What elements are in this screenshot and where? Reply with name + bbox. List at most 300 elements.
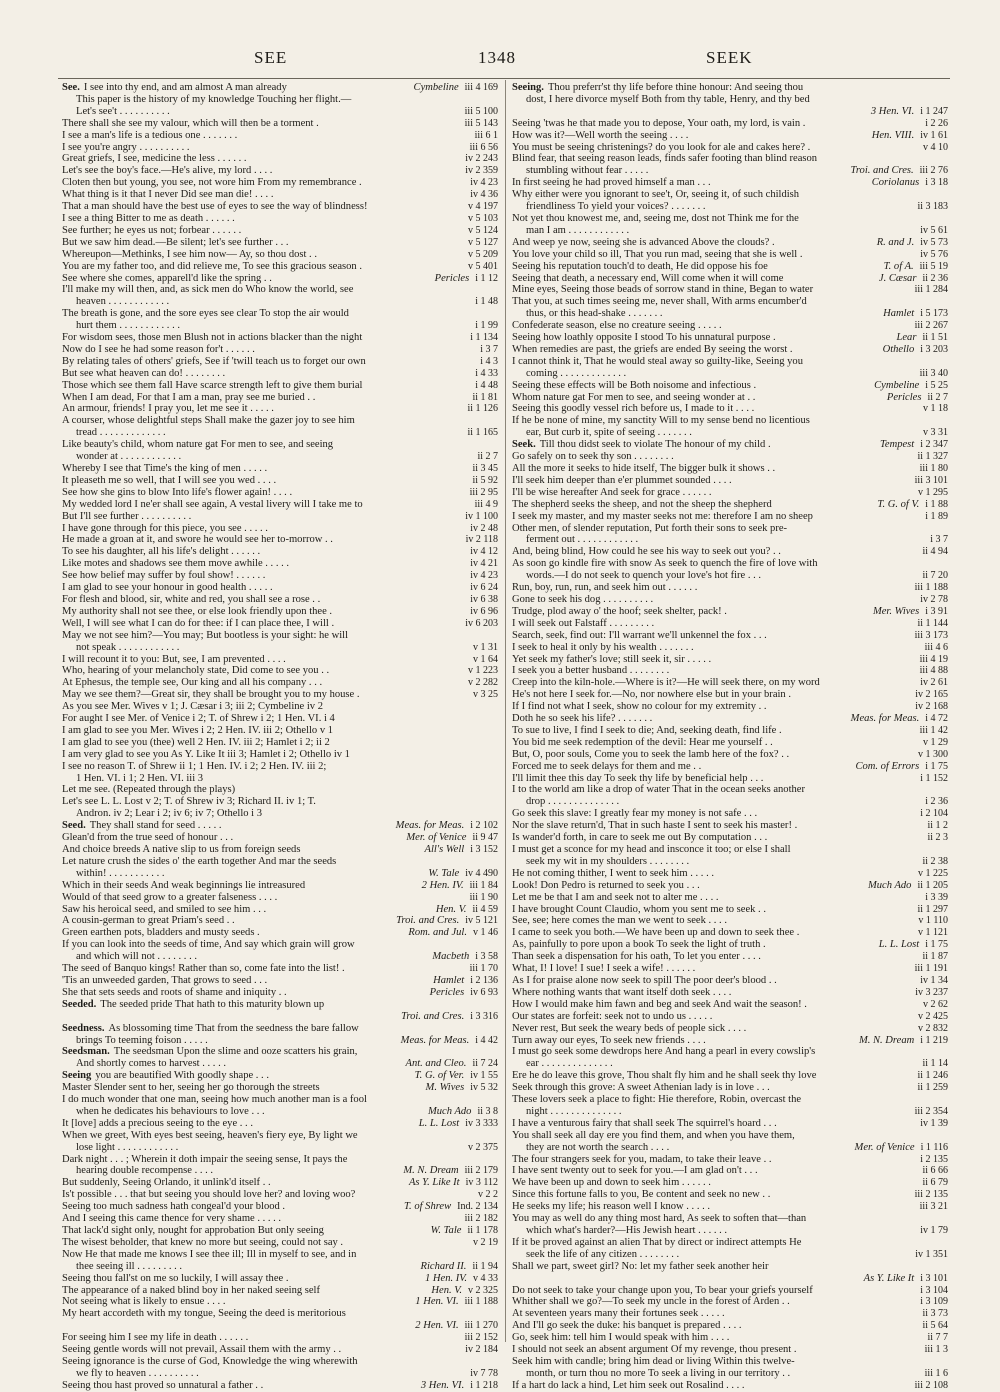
concordance-line (512, 1344, 948, 1356)
act-scene-line-reference: ii 5 64 (922, 1320, 948, 1332)
quotation-text: Turn away our eyes, To seek new friends . . . . (512, 1034, 706, 1046)
act-scene-line-reference: iv 2 243 (465, 153, 498, 165)
act-scene-line-reference: iii 3 173 (914, 629, 948, 641)
quotation-text: Let me be that I am and seek not to alter me . . . . (512, 891, 719, 903)
concordance-line (512, 106, 948, 118)
act-scene-line-reference: i 1 89 (925, 510, 948, 522)
act-scene-line-reference: iii 2 179 (464, 1165, 498, 1177)
act-scene-line-reference: iii 4 6 (924, 641, 948, 653)
quotation-text: He not coming thither, I went to seek him . . . . . (512, 867, 714, 879)
quotation-text: They shall stand for seed . . . . . (89, 820, 222, 832)
concordance-line (62, 1320, 498, 1332)
play-title: 1 Hen. IV. (425, 1272, 467, 1284)
concordance-line (512, 308, 948, 320)
act-scene-line-reference: iii 1 6 (924, 1367, 948, 1379)
act-scene-line-reference: ii 1 14 (922, 1058, 948, 1070)
quotation-text: That lack'd sight only, nought for approbation But only seeing (62, 1225, 324, 1236)
concordance-line (512, 618, 948, 630)
column-divider (505, 80, 506, 1342)
concordance-line (512, 1094, 948, 1106)
quotation-text: Seeing gentle words will not prevail, Assail them with the army . . (62, 1344, 342, 1356)
act-scene-line-reference: iii 4 169 (464, 82, 498, 93)
quotation-text: For wisdom sees, those men Blush not in actions blacker than the night (62, 332, 363, 344)
play-title: 2 Hen. IV. (421, 879, 464, 891)
quotation-text: Those which see them fall Have scarce strength left to give them burial (62, 379, 363, 391)
concordance-line (62, 249, 498, 261)
play-title: Cymbeline (874, 379, 920, 391)
quotation-text: You love your child so ill, That you run mad, seeing that she is well . (512, 248, 803, 260)
concordance-line (512, 1356, 948, 1368)
play-title: W. Tale (428, 867, 460, 879)
concordance-line (512, 570, 948, 582)
concordance-line (62, 1023, 498, 1035)
quotation-text: I see a thing Bitter to me as death . . . . . . (62, 212, 235, 224)
concordance-line (62, 1177, 498, 1189)
act-scene-line-reference: iv 2 78 (920, 593, 948, 605)
quotation-text: within! . . . . . . . . . . . (76, 867, 165, 879)
concordance-line (62, 106, 498, 118)
left-column (62, 82, 498, 1391)
concordance-line (62, 606, 498, 618)
concordance-line (62, 284, 498, 296)
act-scene-line-reference: v 1 46 (473, 927, 498, 939)
quotation-text: Look! Don Pedro is returned to seek you . . . (512, 879, 700, 891)
concordance-line (512, 1368, 948, 1380)
play-title: T. G. of Ver. (414, 1070, 465, 1082)
quotation-text: I'll make my will then, and, as sick men do Who know the world, see (62, 284, 354, 296)
act-scene-line-reference: i 1 75 (925, 760, 948, 772)
quotation-text: Saw his heroical seed, and smiled to see him . . . (62, 903, 267, 915)
concordance-line (62, 1308, 498, 1320)
concordance-line (512, 344, 948, 356)
quotation-text: Confederate season, else no creature seeing . . . . . (512, 320, 722, 332)
concordance-line (62, 1106, 498, 1118)
concordance-line (62, 1118, 498, 1130)
concordance-line (512, 201, 948, 213)
quotation-text: hurt them . . . . . . . . . . . . (76, 320, 180, 332)
quotation-text: brings To teeming foison . . . . . (76, 1034, 208, 1046)
quotation-text: I have a venturous fairy that shall seek The squirrel's hoard . . . (512, 1117, 777, 1129)
act-scene-line-reference: i 2 136 (470, 974, 498, 986)
headword: Seeing. (512, 82, 544, 93)
quotation-text: I came to seek you both.—We have been up and down to seek thee . (512, 927, 800, 939)
concordance-line (62, 844, 498, 856)
quotation-text: lose light . . . . . . . . . . . . (76, 1141, 179, 1153)
quotation-text: For aught I see Mer. of Venice i 2; T. of Shrew i 2; 1 Hen. VI. i 4 (62, 713, 335, 725)
act-scene-line-reference: ii 1 205 (917, 879, 948, 891)
quotation-text: Seeing 'twas he that made you to depose, Your oath, my lord, is vain . (512, 117, 806, 129)
act-scene-line-reference: i 1 88 (925, 498, 948, 510)
quotation-text: coming . . . . . . . . . . . . . (526, 367, 627, 379)
quotation-text: Trudge, plod away o' the hoof; seek shelter, pack! . (512, 605, 727, 617)
concordance-line (512, 713, 948, 725)
quotation-text: If a hart do lack a hind, Let him seek out Rosalind . . . . (512, 1379, 745, 1391)
concordance-line (62, 582, 498, 594)
quotation-text: As soon go kindle fire with snow As seek to quench the fire of love with (512, 558, 818, 570)
concordance-line (512, 499, 948, 511)
quotation-text: It pleaseth me so well, that I will see you wed . . . . (62, 474, 277, 486)
concordance-line (62, 189, 498, 201)
quotation-text: I am glad to see you Mer. Wives i 2; 2 Hen. IV. iii 2; Othello v 1 (62, 724, 334, 736)
act-scene-line-reference: ii 3 45 (472, 463, 498, 474)
concordance-line (62, 963, 498, 975)
concordance-line (512, 368, 948, 380)
act-scene-line-reference: ii 3 8 (477, 1105, 498, 1117)
play-title: Much Ado (867, 879, 912, 891)
act-scene-line-reference: ii 1 81 (472, 391, 498, 403)
concordance-line (512, 534, 948, 546)
quotation-text: I should not seek an absent argument Of my revenge, thou present . (512, 1344, 797, 1356)
quotation-text: When I am dead, For that I am a man, pray see me buried . . (62, 391, 316, 403)
play-title: Pericles (429, 986, 465, 998)
quotation-text: Seeing too much sadness hath congeal'd your blood . (62, 1201, 286, 1213)
headword: Seedness. (62, 1022, 105, 1034)
quotation-text: Than seek a dispensation for his oath, To let you enter . . . . (512, 951, 761, 963)
quotation-text: tread . . . . . . . . . . . . . (76, 427, 166, 439)
act-scene-line-reference: i 3 152 (470, 844, 498, 855)
quotation-text: Creep into the kiln-hole.—Where is it?—He will seek there, on my word (512, 677, 820, 689)
play-title: Hen. VIII. (871, 129, 915, 141)
concordance-line (62, 630, 498, 642)
concordance-line (512, 142, 948, 154)
act-scene-line-reference: iii 6 1 (474, 129, 498, 141)
act-scene-line-reference: i 2 102 (470, 820, 498, 832)
quotation-text: And, being blind, How could he see his way to seek out you? . . (512, 546, 781, 558)
concordance-line (62, 1094, 498, 1106)
quotation-text: Nor the slave return'd, That in such haste I sent to seek his master! . (512, 820, 798, 832)
act-scene-line-reference: iii 2 182 (464, 1213, 498, 1225)
page-number: 1348 (478, 48, 516, 67)
quotation-text: Cloten then but young, you see, not wore him From my remembrance . (62, 177, 362, 189)
quotation-text: My heart accordeth with my tongue, Seeing the deed is meritorious (62, 1308, 346, 1320)
concordance-line (512, 665, 948, 677)
act-scene-line-reference: v 1 18 (923, 403, 948, 415)
concordance-line (512, 1213, 948, 1225)
act-scene-line-reference: ii 6 66 (922, 1165, 948, 1177)
act-scene-line-reference: iii 1 3 (924, 1344, 948, 1356)
concordance-line (512, 784, 948, 796)
act-scene-line-reference: i 1 12 (475, 272, 498, 284)
quotation-text: How was it?—Well worth the seeing . . . . (512, 129, 689, 141)
concordance-line (62, 558, 498, 570)
quotation-text: He's not here I seek for.—No, nor nowhere else but in your brain . (512, 689, 791, 701)
concordance-line (512, 856, 948, 868)
concordance-line (62, 356, 498, 368)
act-scene-line-reference: iv 5 76 (920, 248, 948, 260)
concordance-line (62, 1035, 498, 1047)
act-scene-line-reference: iv 2 359 (465, 165, 498, 177)
act-scene-line-reference: i 4 33 (475, 367, 498, 379)
play-title: W. Tale (430, 1225, 462, 1236)
quotation-text: heaven . . . . . . . . . . . . (76, 296, 170, 308)
concordance-line (62, 880, 498, 892)
quotation-text: And I'll go seek the duke: his banquet is prepared . . . . (512, 1320, 742, 1332)
quotation-text: When we greet, With eyes best seeing, heaven's fiery eye, By light we (62, 1129, 358, 1141)
act-scene-line-reference: i 3 104 (920, 1284, 948, 1296)
concordance-line (512, 261, 948, 273)
play-title: Troi. and Cres. (396, 915, 460, 927)
quotation-text: ear . . . . . . . . . . . . . . (526, 1058, 613, 1070)
play-title: Mer. of Venice (854, 1141, 915, 1153)
act-scene-line-reference: ii 7 24 (472, 1058, 498, 1070)
concordance-line (62, 654, 498, 666)
act-scene-line-reference: v 1 31 (473, 641, 498, 653)
act-scene-line-reference: v 1 223 (468, 665, 498, 677)
quotation-text: Dark night . . . ; Wherein it doth impair the seeing sense, It pays the (62, 1153, 348, 1165)
concordance-line (62, 665, 498, 677)
concordance-line (62, 1130, 498, 1142)
act-scene-line-reference: ii 1 165 (467, 427, 498, 439)
play-title: Richard II. (420, 1260, 467, 1272)
headword: Seeded. (62, 998, 97, 1010)
header-right-keyword: SEEK (706, 48, 753, 67)
quotation-text: Andron. iv 2; Lear i 2; iv 6; iv 7; Othello i 3 (76, 808, 263, 820)
quotation-text: Shall we part, sweet girl? No: let my father seek another heir (512, 1260, 769, 1272)
quotation-text: Blind fear, that seeing reason leads, finds safer footing than blind reason (512, 153, 818, 165)
concordance-line (62, 904, 498, 916)
act-scene-line-reference: i 2 36 (925, 796, 948, 808)
act-scene-line-reference: iii 1 188 (464, 1296, 498, 1308)
quotation-text: I am glad to see you (thee) well 2 Hen. IV. iii 2; Hamlet i 2; ii 2 (62, 736, 330, 748)
concordance-line (62, 594, 498, 606)
concordance-line (512, 273, 948, 285)
act-scene-line-reference: ii 3 183 (917, 201, 948, 213)
quotation-text: And choice breeds A native slip to us from foreign seeds (62, 844, 301, 855)
act-scene-line-reference: ii 4 94 (922, 546, 948, 558)
concordance-line (62, 1082, 498, 1094)
concordance-line (512, 392, 948, 404)
act-scene-line-reference: i 4 48 (475, 379, 498, 391)
act-scene-line-reference: iii 3 101 (914, 474, 948, 486)
act-scene-line-reference: iii 1 284 (914, 284, 948, 296)
act-scene-line-reference: i 1 247 (920, 105, 948, 117)
concordance-line (512, 165, 948, 177)
concordance-line (512, 1118, 948, 1130)
quotation-text: Go seek this slave: I greatly fear my money is not safe . . . (512, 808, 758, 820)
play-title: T. of A. (883, 260, 914, 272)
act-scene-line-reference: v 2 325 (468, 1284, 498, 1296)
play-title: Hen. V. (435, 903, 467, 915)
quotation-text: I will seek out Falstaff . . . . . . . . . (512, 617, 655, 629)
act-scene-line-reference: iv 3 237 (915, 986, 948, 998)
play-title: M. N. Dream (858, 1034, 915, 1046)
act-scene-line-reference: iii 1 191 (914, 963, 948, 975)
act-scene-line-reference: i 5 25 (925, 379, 948, 391)
act-scene-line-reference: iv 2 48 (470, 522, 498, 534)
act-scene-line-reference: ii 1 2 (927, 820, 948, 832)
act-scene-line-reference: iii 4 19 (919, 653, 948, 665)
act-scene-line-reference: iii 2 267 (914, 320, 948, 332)
act-scene-line-reference: i 3 39 (925, 891, 948, 903)
concordance-line (512, 177, 948, 189)
play-title: Cymbeline (413, 82, 459, 93)
play-title: Lear (896, 332, 917, 344)
quotation-text: wonder at . . . . . . . . . . . . (76, 451, 182, 463)
quotation-text: See how belief may suffer by foul show! . . . . . . (62, 570, 266, 582)
right-column (512, 82, 948, 1391)
play-title: Pericles (434, 272, 470, 284)
quotation-text: For seeing him I see my life in death . . . . . . (62, 1332, 249, 1344)
concordance-line (512, 1142, 948, 1154)
act-scene-line-reference: v 2 62 (923, 998, 948, 1010)
act-scene-line-reference: i 1 116 (920, 1141, 948, 1153)
act-scene-line-reference: iv 1 351 (915, 1248, 948, 1260)
act-scene-line-reference: ii 1 246 (917, 1070, 948, 1082)
concordance-line (512, 808, 948, 820)
play-title: 2 Hen. VI. (415, 1320, 459, 1332)
concordance-line (512, 94, 948, 106)
concordance-line (62, 773, 498, 785)
quotation-text: An armour, friends! I pray you, let me see it . . . . . (62, 403, 274, 415)
act-scene-line-reference: i 3 91 (925, 605, 948, 617)
quotation-text: Ere he do leave this grove, Thou shalt fly him and he shall seek thy love (512, 1070, 817, 1082)
quotation-text: I'll seek him deeper than e'er plummet sounded . . . . (512, 474, 732, 486)
quotation-text: May we see them?—Great sir, they shall be brought you to my house . (62, 689, 360, 701)
concordance-line (62, 570, 498, 582)
act-scene-line-reference: v 2 2 (478, 1189, 498, 1201)
concordance-line (512, 1130, 948, 1142)
concordance-line (62, 1296, 498, 1308)
act-scene-line-reference: iii 5 143 (464, 117, 498, 129)
quotation-text: But, O, poor souls, Come you to seek the lamb here of the fox? . . (512, 748, 790, 760)
act-scene-line-reference: v 2 832 (918, 1022, 948, 1034)
quotation-text: To sue to live, I find I seek to die; And, seeking death, find life . (512, 724, 782, 736)
act-scene-line-reference: i 4 42 (475, 1034, 498, 1046)
act-scene-line-reference: i 3 316 (470, 1010, 498, 1022)
quotation-text: friendliness To yield your voices? . . . . . . . (526, 201, 706, 213)
concordance-line (62, 320, 498, 332)
act-scene-line-reference: iv 4 21 (470, 558, 498, 570)
concordance-line (512, 701, 948, 713)
quotation-text: Run, boy, run, run, and seek him out . . . . . . (512, 582, 698, 594)
quotation-text: What thing is it that I never Did see man die! . . . . (62, 189, 274, 201)
concordance-line (62, 534, 498, 546)
headword: Seed. (62, 820, 86, 832)
concordance-line (62, 308, 498, 320)
concordance-line (62, 677, 498, 689)
act-scene-line-reference: iv 5 61 (920, 224, 948, 236)
quotation-text: In first seeing he had proved himself a man . . . (512, 177, 711, 189)
concordance-line (62, 820, 498, 832)
play-title: All's Well (424, 844, 465, 855)
quotation-text: At seventeen years many their fortunes seek . . . . . (512, 1308, 725, 1320)
quotation-text: Which in their seeds And weak beginnings lie intreasured (62, 879, 306, 891)
concordance-line (62, 832, 498, 844)
act-scene-line-reference: i 5 173 (920, 308, 948, 320)
quotation-text: She that sets seeds and roots of shame and iniquity . . (62, 986, 287, 998)
play-title: Hen. V. (431, 1284, 462, 1296)
concordance-line (512, 677, 948, 689)
concordance-line (62, 153, 498, 165)
play-title: Hamlet (433, 974, 465, 986)
concordance-line (512, 1165, 948, 1177)
quotation-text: Seeing that death, a necessary end, Will come when it will come (512, 272, 784, 284)
concordance-line (62, 94, 498, 106)
quotation-text: The four strangers seek for you, madam, to take their leave . . (512, 1153, 772, 1165)
act-scene-line-reference: i 1 134 (470, 332, 498, 344)
act-scene-line-reference: ii 9 47 (472, 832, 498, 844)
act-scene-line-reference: iii 5 100 (464, 105, 498, 117)
quotation-text: Let's see't . . . . . . . . . . (76, 105, 170, 117)
quotation-text: stumbling without fear . . . . . (526, 165, 649, 177)
concordance-line (512, 558, 948, 570)
play-title: 1 Hen. VI. (415, 1296, 459, 1308)
act-scene-line-reference: iv 4 12 (470, 546, 498, 558)
quotation-text: I must get a sconce for my head and insconce it too; or else I shall (512, 844, 791, 855)
concordance-line (512, 892, 948, 904)
act-scene-line-reference: v 5 103 (468, 212, 498, 224)
act-scene-line-reference: iv 7 78 (470, 1367, 498, 1379)
quotation-text: All the more it seeks to hide itself, The bigger bulk it shows . . (512, 463, 776, 474)
concordance-line (512, 1249, 948, 1261)
quotation-text: What, I! I love! I sue! I seek a wife! . . . . . . (512, 963, 696, 975)
act-scene-line-reference: iii 5 19 (919, 260, 948, 272)
concordance-line (62, 415, 498, 427)
quotation-text: Seeing these effects will be Both noisome and infectious . (512, 379, 757, 391)
act-scene-line-reference: ii 5 92 (472, 474, 498, 486)
concordance-line (512, 439, 948, 451)
concordance-line (62, 546, 498, 558)
quotation-text: The appearance of a naked blind boy in her naked seeing self (62, 1284, 320, 1296)
quotation-text: I cannot think it, That he would steal away so guilty-like, Seeing you (512, 355, 803, 367)
act-scene-line-reference: iv 2 184 (465, 1344, 498, 1356)
concordance-line (62, 868, 498, 880)
concordance-line (62, 439, 498, 451)
act-scene-line-reference: iv 1 79 (920, 1225, 948, 1236)
quotation-text: But suddenly, Seeing Orlando, it unlink'd itself . . (62, 1177, 271, 1189)
act-scene-line-reference: iv 4 23 (470, 177, 498, 189)
concordance-line (62, 344, 498, 356)
headword: See. (62, 82, 80, 93)
act-scene-line-reference: ii 2 3 (927, 832, 948, 844)
concordance-line (512, 82, 948, 94)
quotation-text: I see a man's life is a tedious one . . . . . . . (62, 129, 238, 141)
concordance-line (62, 1344, 498, 1356)
act-scene-line-reference: iii 2 135 (914, 1189, 948, 1201)
concordance-line (512, 725, 948, 737)
quotation-text: If you can look into the seeds of time, And say which grain will grow (62, 939, 355, 951)
quotation-text: And weep ye now, seeing she is advanced Above the clouds? . (512, 236, 775, 248)
quotation-text: and which will not . . . . . . . . (76, 951, 197, 963)
quotation-text: Why either were you ignorant to see't, Or, seeing it, of such childish (512, 189, 800, 201)
concordance-line (62, 332, 498, 344)
quotation-text: If he be none of mine, my sanctity Will to my sense bend no licentious (512, 415, 810, 427)
quotation-text: I seek my master, and my master seeks not me: therefore I am no sheep (512, 510, 813, 522)
act-scene-line-reference: v 4 197 (468, 201, 498, 213)
quotation-text: You are my father too, and did relieve me, To see this gracious season . (62, 260, 362, 272)
concordance-line (512, 487, 948, 499)
concordance-line (62, 1201, 498, 1213)
quotation-text: Like beauty's child, whom nature gat For men to see, and seeing (62, 439, 334, 451)
concordance-line (62, 1189, 498, 1201)
concordance-line (62, 1213, 498, 1225)
act-scene-line-reference: i 3 101 (920, 1272, 948, 1284)
concordance-line (512, 189, 948, 201)
play-title: Mer. of Venice (406, 832, 467, 844)
act-scene-line-reference: iii 1 270 (464, 1320, 498, 1332)
concordance-line (62, 1261, 498, 1273)
act-scene-line-reference: iv 4 490 (465, 867, 498, 879)
concordance-line (62, 1011, 498, 1023)
act-scene-line-reference: i 3 58 (475, 951, 498, 963)
concordance-line (62, 368, 498, 380)
concordance-line (62, 761, 498, 773)
quotation-text: I'll be wise hereafter And seek for grace . . . . . . (512, 486, 712, 498)
act-scene-line-reference: i 2 26 (925, 117, 948, 129)
act-scene-line-reference: iv 4 23 (470, 570, 498, 582)
act-scene-line-reference: ii 2 36 (922, 272, 948, 284)
act-scene-line-reference: iii 2 95 (469, 486, 498, 498)
